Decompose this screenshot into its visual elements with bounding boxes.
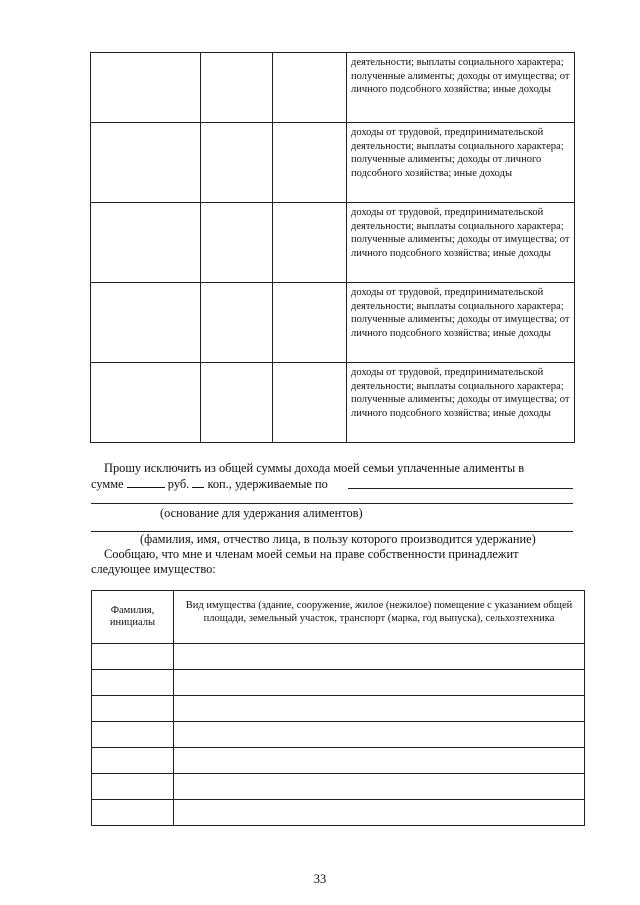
income-cell[interactable] [91, 283, 201, 363]
basis-field-line[interactable] [348, 488, 573, 489]
income-cell[interactable] [201, 123, 273, 203]
property-type-cell[interactable] [174, 800, 585, 826]
income-type-text: деятельности; выплаты социального характера; полученные алименты; доходы от имущества; от личного подсобного хозяйства; иные доходы [347, 53, 575, 123]
income-cell[interactable] [91, 53, 201, 123]
property-type-cell[interactable] [174, 722, 585, 748]
income-row [91, 363, 575, 443]
alimony-sum-line [91, 476, 328, 492]
sum-label: сумме [91, 477, 124, 491]
property-row [92, 644, 585, 670]
rub-amount-field[interactable] [127, 476, 165, 488]
owner-name-cell[interactable] [92, 722, 174, 748]
property-row [92, 722, 585, 748]
owner-name-cell[interactable] [92, 696, 174, 722]
income-cell[interactable] [91, 123, 201, 203]
property-row [92, 774, 585, 800]
income-type-text: доходы от трудовой, предпринимательской деятельности; выплаты социального характера; полученные алименты; доходы от личного подсобного хозяйства; иные доходы [347, 123, 575, 203]
property-row [92, 670, 585, 696]
income-cell[interactable] [273, 283, 347, 363]
page-number: 33 [313, 872, 327, 886]
kop-amount-field[interactable] [192, 476, 204, 488]
owner-name-cell[interactable] [92, 748, 174, 774]
basis-caption: (основание для удержания алиментов) [160, 506, 363, 520]
income-row [91, 123, 575, 203]
property-type-cell[interactable] [174, 644, 585, 670]
owner-name-header: Фамилия, инициалы [92, 591, 174, 644]
income-type-text: доходы от трудовой, предпринимательской деятельности; выплаты социального характера; полученные алименты; доходы от имущества; от личного подсобного хозяйства; иные доходы [347, 203, 575, 283]
property-row [92, 748, 585, 774]
person-caption: (фамилия, имя, отчество лица, в пользу которого производится удержание) [140, 532, 536, 546]
owner-name-cell[interactable] [92, 670, 174, 696]
income-table [90, 52, 575, 443]
property-row [92, 800, 585, 826]
property-table-header [92, 591, 585, 644]
kop-label: коп., удерживаемые по [207, 477, 328, 491]
income-cell[interactable] [201, 283, 273, 363]
owner-name-cell[interactable] [92, 774, 174, 800]
property-type-cell[interactable] [174, 748, 585, 774]
property-type-cell[interactable] [174, 670, 585, 696]
income-cell[interactable] [201, 53, 273, 123]
income-type-text: доходы от трудовой, предпринимательской деятельности; выплаты социального характера; полученные алименты; доходы от имущества; от личного подсобного хозяйства; иные доходы [347, 283, 575, 363]
property-intro-line: Сообщаю, что мне и членам моей семьи на праве собственности принадлежит [104, 547, 519, 561]
income-row [91, 283, 575, 363]
owner-name-cell[interactable] [92, 800, 174, 826]
income-cell[interactable] [201, 363, 273, 443]
income-cell[interactable] [273, 123, 347, 203]
property-type-cell[interactable] [174, 774, 585, 800]
basis-field-line-2[interactable] [91, 503, 573, 504]
income-cell[interactable] [273, 203, 347, 283]
income-cell[interactable] [91, 363, 201, 443]
income-row [91, 53, 575, 123]
owner-name-cell[interactable] [92, 644, 174, 670]
alimony-request-line: Прошу исключить из общей суммы дохода моей семьи уплаченные алименты в [104, 461, 525, 475]
income-cell[interactable] [273, 363, 347, 443]
property-row [92, 696, 585, 722]
rub-label: руб. [167, 477, 190, 491]
income-cell[interactable] [91, 203, 201, 283]
property-type-header: Вид имущества (здание, сооружение, жилое (нежилое) помещение с указанием общей площади, земельный участок, транспорт (марка, год выпуска), сельхозтехника [174, 591, 585, 644]
income-cell[interactable] [201, 203, 273, 283]
income-type-text: доходы от трудовой, предпринимательской деятельности; выплаты социального характера; полученные алименты; доходы от имущества; от личного подсобного хозяйства; иные доходы [347, 363, 575, 443]
property-intro-line-2: следующее имущество: [91, 562, 216, 576]
income-cell[interactable] [273, 53, 347, 123]
income-row [91, 203, 575, 283]
property-type-cell[interactable] [174, 696, 585, 722]
property-table [91, 590, 585, 826]
